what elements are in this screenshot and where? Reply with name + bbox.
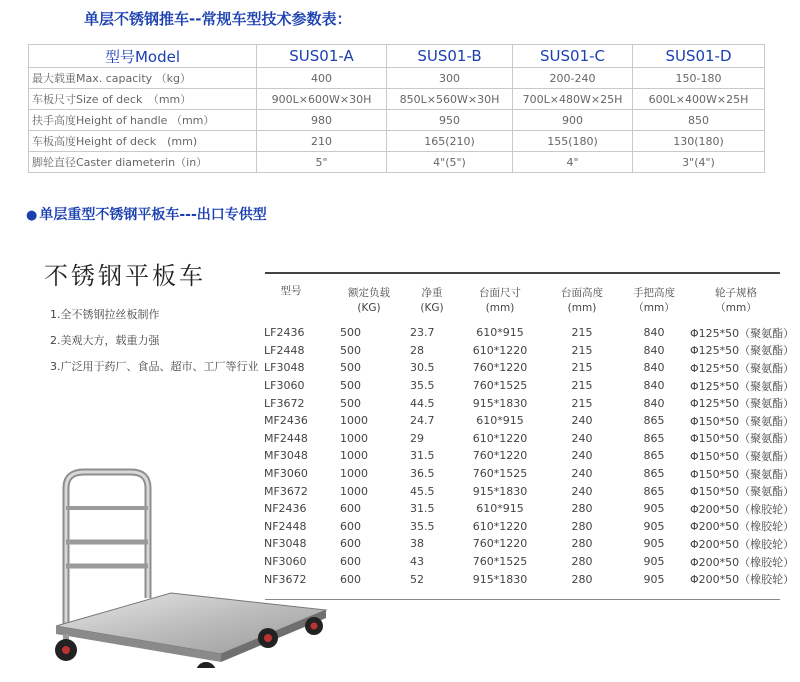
product-heading-text: 单层重型不锈钢平板车---出口专供型 bbox=[39, 207, 267, 223]
product-model-cell: LF3672 bbox=[264, 396, 305, 410]
product-cell: 600 bbox=[340, 537, 361, 551]
product-cell: 500 bbox=[340, 343, 361, 357]
product-cell: 610*1220 bbox=[472, 343, 528, 357]
product-header-cell bbox=[398, 278, 454, 324]
spec-header-model: 型号Model bbox=[29, 45, 257, 68]
product-header-cell bbox=[546, 278, 618, 324]
product-cell: 905 bbox=[643, 572, 665, 586]
product-header-line: 台面高度 bbox=[561, 287, 603, 299]
spec-row-label: 扶手高度Height of handle （mm） bbox=[29, 110, 257, 131]
product-cell: 915*1830 bbox=[472, 484, 528, 498]
product-cell: 43 bbox=[410, 555, 424, 569]
product-cell: 240 bbox=[571, 467, 593, 481]
product-cell: 38 bbox=[410, 537, 424, 551]
product-header-row bbox=[262, 278, 782, 324]
product-cell: 500 bbox=[340, 361, 361, 375]
product-header-cell bbox=[618, 278, 690, 324]
product-heading bbox=[26, 204, 267, 224]
product-cell: 760*1525 bbox=[472, 467, 528, 481]
product-cell: 1000 bbox=[340, 467, 368, 481]
product-cell: 35.5 bbox=[410, 519, 435, 533]
spec-row-label: 车板高度Height of deck (mm) bbox=[29, 131, 257, 152]
product-cell: 760*1220 bbox=[472, 537, 528, 551]
product-cell: 915*1830 bbox=[472, 572, 528, 586]
product-cell: 215 bbox=[571, 343, 593, 357]
spec-cell: 400 bbox=[257, 68, 387, 89]
product-cell: 865 bbox=[643, 449, 665, 463]
product-row bbox=[262, 377, 782, 395]
spec-cell: 150-180 bbox=[633, 68, 765, 89]
product-header-line: 额定负载 bbox=[348, 287, 390, 299]
product-cell: 1000 bbox=[340, 414, 368, 428]
product-cell: 840 bbox=[643, 361, 665, 375]
product-row bbox=[262, 430, 782, 448]
spec-cell: 700L×480W×25H bbox=[513, 89, 633, 110]
product-cell: 610*1220 bbox=[472, 519, 528, 533]
product-header-line: 型号 bbox=[280, 285, 302, 297]
spec-row bbox=[29, 68, 765, 89]
product-cell: 1000 bbox=[340, 484, 368, 498]
product-header-line: 净重 bbox=[421, 287, 443, 299]
product-cell: 905 bbox=[643, 555, 665, 569]
product-cell: 280 bbox=[571, 572, 593, 586]
product-cell: 280 bbox=[571, 519, 593, 533]
product-model-cell: MF3672 bbox=[264, 484, 308, 498]
spec-cell: 5" bbox=[257, 152, 387, 173]
spec-header-cell: SUS01-C bbox=[513, 45, 633, 68]
table-top-rule bbox=[265, 272, 780, 274]
product-model-cell: NF2448 bbox=[264, 519, 307, 533]
product-cell: 240 bbox=[571, 414, 593, 428]
product-model-cell: LF2436 bbox=[264, 326, 305, 340]
product-cell: 30.5 bbox=[410, 361, 435, 375]
product-header-line: 台面尺寸 bbox=[479, 287, 521, 299]
product-row bbox=[262, 465, 782, 483]
product-row bbox=[262, 570, 782, 588]
product-row bbox=[262, 447, 782, 465]
product-cell: 31.5 bbox=[410, 502, 435, 516]
product-cell: 600 bbox=[340, 502, 361, 516]
product-header-cell bbox=[454, 278, 546, 324]
product-cell: 29 bbox=[410, 431, 424, 445]
spec-row bbox=[29, 152, 765, 173]
product-row bbox=[262, 324, 782, 342]
product-cell: 24.7 bbox=[410, 414, 435, 428]
product-cell: 905 bbox=[643, 502, 665, 516]
product-cell: Φ150*50（聚氨酯） bbox=[690, 449, 795, 463]
product-row bbox=[262, 535, 782, 553]
product-cell: 500 bbox=[340, 379, 361, 393]
spec-cell: 300 bbox=[387, 68, 513, 89]
product-cell: Φ125*50（聚氨酯） bbox=[690, 361, 795, 375]
product-cell: Φ200*50（橡胶轮） bbox=[690, 520, 795, 534]
product-model-cell: LF2448 bbox=[264, 343, 305, 357]
spec-row bbox=[29, 89, 765, 110]
product-cell: 45.5 bbox=[410, 484, 435, 498]
product-cell: 840 bbox=[643, 343, 665, 357]
spec-cell: 980 bbox=[257, 110, 387, 131]
product-cell: 215 bbox=[571, 379, 593, 393]
product-header-cell bbox=[690, 278, 782, 324]
product-cell: 915*1830 bbox=[472, 396, 528, 410]
spec-header-row bbox=[29, 45, 765, 68]
product-model-cell: MF2448 bbox=[264, 431, 308, 445]
product-header-line: 手把高度 bbox=[633, 287, 675, 299]
product-row bbox=[262, 500, 782, 518]
spec-header-cell: SUS01-D bbox=[633, 45, 765, 68]
spec-cell: 900 bbox=[513, 110, 633, 131]
product-cell: 610*915 bbox=[476, 502, 524, 516]
spec-cell: 155(180) bbox=[513, 131, 633, 152]
spec-row bbox=[29, 110, 765, 131]
product-cell: 280 bbox=[571, 537, 593, 551]
product-cell: Φ150*50（聚氨酯） bbox=[690, 432, 795, 446]
product-cell: 760*1220 bbox=[472, 361, 528, 375]
spec-cell: 165(210) bbox=[387, 131, 513, 152]
product-cell: 865 bbox=[643, 414, 665, 428]
product-cell: 500 bbox=[340, 396, 361, 410]
spec-heading: 单层不锈钢推车--常规车型技术参数表： bbox=[84, 10, 352, 28]
product-cell: 44.5 bbox=[410, 396, 435, 410]
product-model-cell: NF3060 bbox=[264, 555, 307, 569]
spec-row-label: 车板尺寸Size of deck （mm） bbox=[29, 89, 257, 110]
product-header-line: 轮子规格 bbox=[715, 287, 757, 299]
product-cell: 31.5 bbox=[410, 449, 435, 463]
product-row bbox=[262, 482, 782, 500]
spec-cell: 4"(5") bbox=[387, 152, 513, 173]
product-cell: Φ125*50（聚氨酯） bbox=[690, 397, 795, 411]
product-cell: 280 bbox=[571, 555, 593, 569]
product-model-cell: NF3048 bbox=[264, 537, 307, 551]
product-cell: Φ150*50（聚氨酯） bbox=[690, 485, 795, 499]
spec-cell: 900L×600W×30H bbox=[257, 89, 387, 110]
spec-cell: 850 bbox=[633, 110, 765, 131]
spec-cell: 950 bbox=[387, 110, 513, 131]
spec-cell: 200-240 bbox=[513, 68, 633, 89]
product-model-cell: LF3060 bbox=[264, 379, 305, 393]
product-cell: Φ150*50（聚氨酯） bbox=[690, 467, 795, 481]
product-row bbox=[262, 359, 782, 377]
product-row bbox=[262, 412, 782, 430]
product-header-line: (KG) bbox=[357, 302, 381, 314]
product-cell: 840 bbox=[643, 396, 665, 410]
product-cell: 865 bbox=[643, 431, 665, 445]
product-header-line: (KG) bbox=[420, 302, 444, 314]
spec-cell: 600L×400W×25H bbox=[633, 89, 765, 110]
product-cell: 240 bbox=[571, 484, 593, 498]
spec-cell: 850L×560W×30H bbox=[387, 89, 513, 110]
product-cell: 760*1525 bbox=[472, 379, 528, 393]
product-cell: 52 bbox=[410, 572, 424, 586]
product-cell: 600 bbox=[340, 555, 361, 569]
product-model-cell: MF3060 bbox=[264, 467, 308, 481]
product-cell: Φ200*50（橡胶轮） bbox=[690, 555, 795, 569]
product-cell: 840 bbox=[643, 379, 665, 393]
spec-table bbox=[28, 44, 765, 173]
spec-header-cell: SUS01-B bbox=[387, 45, 513, 68]
product-cell: 600 bbox=[340, 572, 361, 586]
product-cell: Φ200*50（橡胶轮） bbox=[690, 502, 795, 516]
product-header-line: （mm） bbox=[715, 302, 757, 314]
product-cell: 610*915 bbox=[476, 414, 524, 428]
product-header-line: （mm） bbox=[633, 302, 675, 314]
spec-cell: 210 bbox=[257, 131, 387, 152]
product-cell: Φ200*50（橡胶轮） bbox=[690, 537, 795, 551]
product-cell: Φ125*50（聚氨酯） bbox=[690, 326, 795, 340]
product-header-cell bbox=[318, 278, 398, 324]
spec-header-cell: SUS01-A bbox=[257, 45, 387, 68]
product-header-cell bbox=[262, 278, 318, 324]
product-table bbox=[262, 278, 795, 588]
product-title: 不锈钢平板车 bbox=[44, 262, 206, 290]
product-row bbox=[262, 394, 782, 412]
spec-row bbox=[29, 131, 765, 152]
product-cell: 865 bbox=[643, 467, 665, 481]
product-cell: Φ150*50（聚氨酯） bbox=[690, 414, 795, 428]
product-cell: 610*1220 bbox=[472, 431, 528, 445]
product-cell: Φ125*50（聚氨酯） bbox=[690, 344, 795, 358]
product-cell: 215 bbox=[571, 396, 593, 410]
bullet-icon: ● bbox=[26, 208, 38, 223]
spec-row-label: 最大载重Max. capacity （kg） bbox=[29, 68, 257, 89]
product-cell: 240 bbox=[571, 449, 593, 463]
product-cell: 240 bbox=[571, 431, 593, 445]
product-cell: 600 bbox=[340, 519, 361, 533]
product-cell: 23.7 bbox=[410, 326, 435, 340]
product-cell: Φ125*50（聚氨酯） bbox=[690, 379, 795, 393]
spec-cell: 130(180) bbox=[633, 131, 765, 152]
product-cell: 1000 bbox=[340, 449, 368, 463]
product-cell: 28 bbox=[410, 343, 424, 357]
product-cell: 905 bbox=[643, 519, 665, 533]
spec-cell: 4" bbox=[513, 152, 633, 173]
product-row bbox=[262, 342, 782, 360]
product-row bbox=[262, 518, 782, 536]
product-header-line: (mm) bbox=[485, 302, 515, 314]
spec-row-label: 脚轮直径Caster diameterin（in） bbox=[29, 152, 257, 173]
product-cell: 215 bbox=[571, 326, 593, 340]
product-cell: 215 bbox=[571, 361, 593, 375]
product-cell: 280 bbox=[571, 502, 593, 516]
product-model-cell: NF2436 bbox=[264, 502, 307, 516]
feature-3: 3.广泛用于药厂、食品、超市、工厂等行业 bbox=[50, 360, 259, 373]
product-cell: 760*1220 bbox=[472, 449, 528, 463]
feature-2: 2.美观大方，载重力强 bbox=[50, 334, 160, 347]
product-cell: 865 bbox=[643, 484, 665, 498]
product-cell: Φ200*50（橡胶轮） bbox=[690, 573, 795, 587]
product-model-cell: MF3048 bbox=[264, 449, 308, 463]
product-cell: 905 bbox=[643, 537, 665, 551]
product-row bbox=[262, 553, 782, 571]
spec-cell: 3"(4") bbox=[633, 152, 765, 173]
product-cell: 35.5 bbox=[410, 379, 435, 393]
platform-cart-image bbox=[36, 458, 336, 668]
product-cell: 36.5 bbox=[410, 467, 435, 481]
product-cell: 760*1525 bbox=[472, 555, 528, 569]
feature-1: 1.全不锈钢拉丝板制作 bbox=[50, 308, 160, 321]
product-cell: 610*915 bbox=[476, 326, 524, 340]
product-cell: 500 bbox=[340, 326, 361, 340]
product-cell: 1000 bbox=[340, 431, 368, 445]
product-header-line: (mm) bbox=[567, 302, 597, 314]
product-cell: 840 bbox=[643, 326, 665, 340]
product-model-cell: MF2436 bbox=[264, 414, 308, 428]
product-model-cell: NF3672 bbox=[264, 572, 307, 586]
table-bottom-rule bbox=[265, 599, 780, 600]
product-model-cell: LF3048 bbox=[264, 361, 305, 375]
